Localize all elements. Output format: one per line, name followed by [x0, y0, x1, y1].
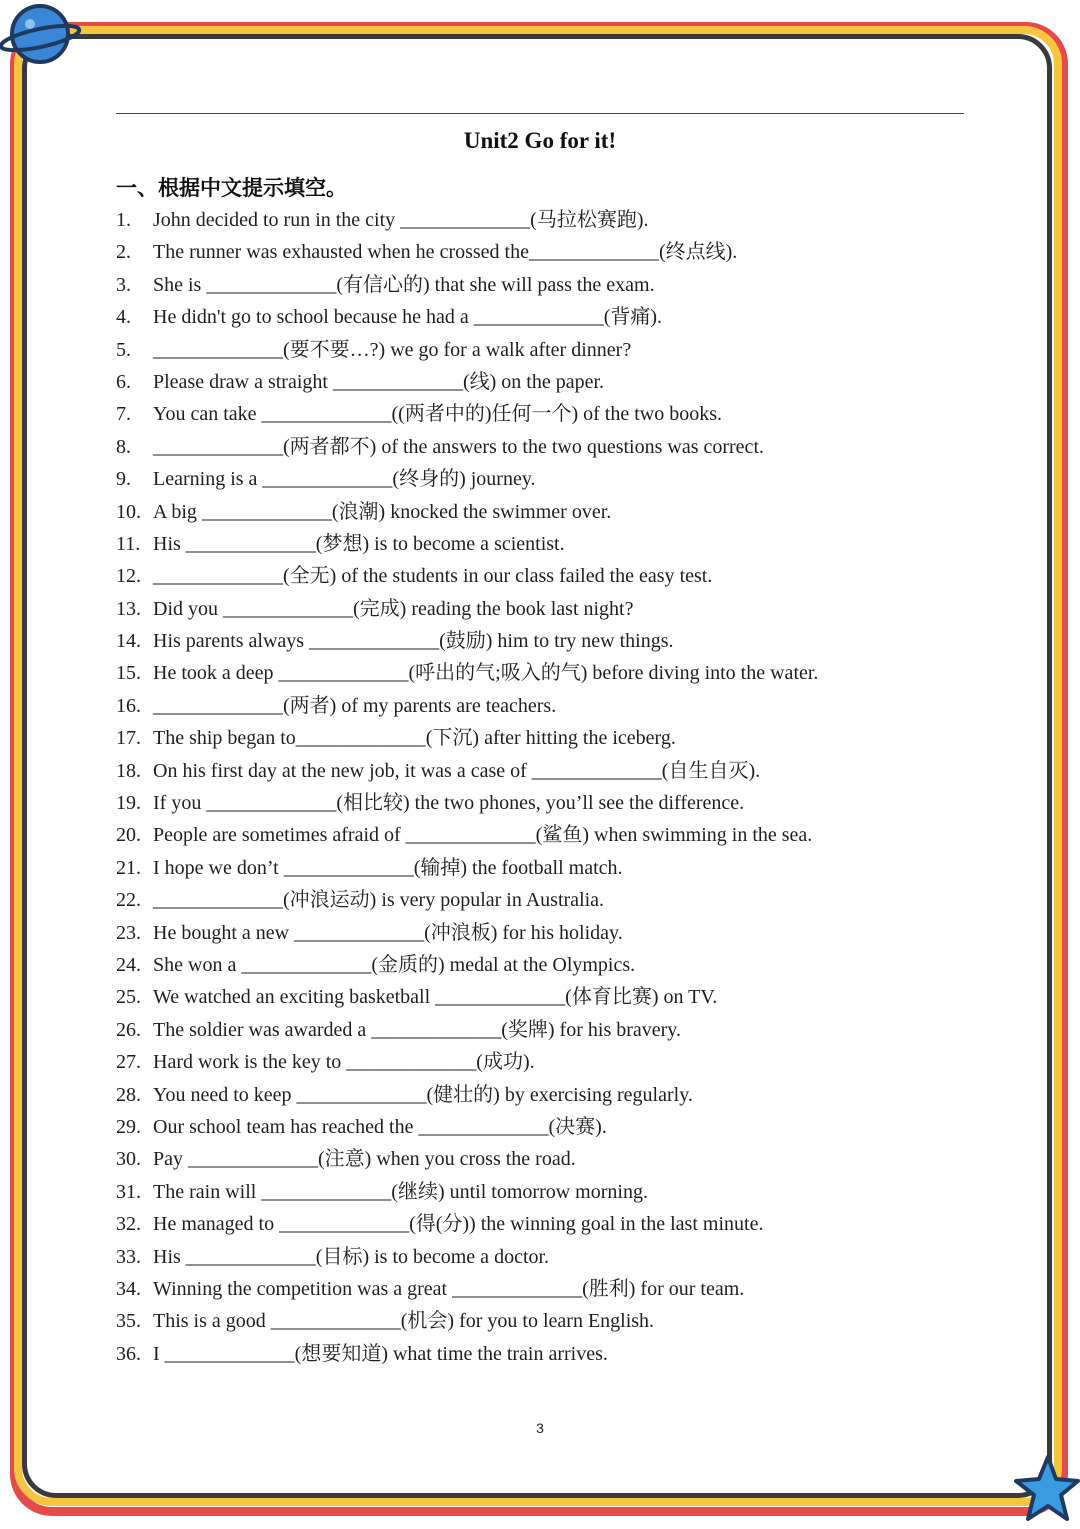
item-number: 27.: [116, 1051, 141, 1074]
item-text: A big _____________(浪潮) knocked the swimmer over.: [153, 500, 612, 523]
exercise-item: [116, 1046, 1016, 1078]
item-number: 35.: [116, 1310, 141, 1333]
exercise-item: [116, 755, 1016, 787]
item-number: 29.: [116, 1115, 141, 1138]
exercise-item: [116, 1338, 1016, 1370]
exercise-item: [116, 236, 1016, 268]
exercise-list: [116, 204, 1016, 1370]
item-number: 8.: [116, 435, 131, 458]
item-text: She is _____________(有信心的) that she will pass the exam.: [153, 273, 655, 296]
item-number: 24.: [116, 953, 141, 976]
item-text: The runner was exhausted when he crossed the_____________(终点线).: [153, 241, 738, 264]
item-text: Please draw a straight _____________(线) on the paper.: [153, 370, 605, 393]
exercise-item: [116, 722, 1016, 754]
exercise-item: [116, 1273, 1016, 1305]
item-number: 14.: [116, 630, 141, 653]
exercise-item: [116, 787, 1016, 819]
item-number: 6.: [116, 370, 131, 393]
star-icon: [1010, 1455, 1080, 1525]
item-text: _____________(两者) of my parents are teachers.: [153, 694, 557, 717]
item-text: She won a _____________(金质的) medal at the Olympics.: [153, 953, 636, 976]
item-text: _____________(要不要…?) we go for a walk after dinner?: [153, 338, 632, 361]
exercise-item: [116, 269, 1016, 301]
exercise-item: [116, 981, 1016, 1013]
exercise-item: [116, 625, 1016, 657]
item-text: I hope we don’t _____________(输掉) the football match.: [153, 856, 623, 879]
item-text: The ship began to_____________(下沉) after hitting the iceberg.: [153, 727, 676, 750]
item-number: 17.: [116, 727, 141, 750]
item-text: Winning the competition was a great _____________(胜利) for our team.: [153, 1277, 745, 1300]
exercise-item: [116, 852, 1016, 884]
item-text: On his first day at the new job, it was a case of _____________(自生自灭).: [153, 759, 761, 782]
item-number: 2.: [116, 241, 131, 264]
item-text: The rain will _____________(继续) until tomorrow morning.: [153, 1180, 648, 1203]
header-rule: [116, 113, 964, 114]
planet-icon: [0, 0, 82, 72]
item-number: 31.: [116, 1180, 141, 1203]
exercise-item: [116, 690, 1016, 722]
item-number: 30.: [116, 1148, 141, 1171]
exercise-item: [116, 593, 1016, 625]
exercise-item: [116, 496, 1016, 528]
item-number: 18.: [116, 759, 141, 782]
item-text: I _____________(想要知道) what time the train arrives.: [153, 1342, 608, 1365]
exercise-item: [116, 301, 1016, 333]
exercise-item: [116, 917, 1016, 949]
exercise-item: [116, 1176, 1016, 1208]
item-number: 9.: [116, 468, 131, 491]
item-number: 25.: [116, 986, 141, 1009]
exercise-item: [116, 949, 1016, 981]
item-number: 3.: [116, 273, 131, 296]
item-number: 16.: [116, 694, 141, 717]
item-number: 22.: [116, 889, 141, 912]
item-number: 15.: [116, 662, 141, 685]
exercise-item: [116, 1241, 1016, 1273]
item-text: You can take _____________((两者中的)任何一个) of the two books.: [153, 403, 723, 426]
exercise-item: [116, 431, 1016, 463]
exercise-item: [116, 528, 1016, 560]
item-text: You need to keep _____________(健壮的) by exercising regularly.: [153, 1083, 693, 1106]
item-number: 28.: [116, 1083, 141, 1106]
item-number: 11.: [116, 532, 141, 555]
exercise-item: [116, 334, 1016, 366]
exercise-item: [116, 1014, 1016, 1046]
item-text: His _____________(梦想) is to become a scientist.: [153, 532, 565, 555]
item-text: His parents always _____________(鼓励) him to try new things.: [153, 630, 674, 653]
item-number: 32.: [116, 1213, 141, 1236]
item-number: 7.: [116, 403, 131, 426]
exercise-item: [116, 1111, 1016, 1143]
item-text: He took a deep _____________(呼出的气;吸入的气) before diving into the water.: [153, 662, 819, 685]
item-number: 5.: [116, 338, 131, 361]
item-number: 23.: [116, 921, 141, 944]
section-heading: 一、根据中文提示填空。: [116, 175, 347, 200]
exercise-item: [116, 560, 1016, 592]
item-number: 34.: [116, 1277, 141, 1300]
exercise-item: [116, 819, 1016, 851]
item-text: We watched an exciting basketball _____________(体育比赛) on TV.: [153, 986, 718, 1009]
exercise-item: [116, 1143, 1016, 1175]
item-text: Hard work is the key to _____________(成功).: [153, 1051, 535, 1074]
item-text: Did you _____________(完成) reading the book last night?: [153, 597, 634, 620]
item-text: The soldier was awarded a _____________(奖牌) for his bravery.: [153, 1018, 681, 1041]
item-text: John decided to run in the city _____________(马拉松赛跑).: [153, 209, 649, 231]
exercise-item: [116, 204, 1016, 236]
exercise-item: [116, 1208, 1016, 1240]
item-number: 10.: [116, 500, 141, 523]
exercise-item: [116, 1305, 1016, 1337]
item-text: He didn't go to school because he had a _____________(背痛).: [153, 306, 663, 329]
exercise-item: [116, 1079, 1016, 1111]
item-text: He managed to _____________(得(分)) the winning goal in the last minute.: [153, 1213, 764, 1236]
exercise-item: [116, 398, 1016, 430]
item-text: _____________(冲浪运动) is very popular in Australia.: [153, 889, 605, 912]
page-title: Unit2 Go for it!: [463, 128, 617, 153]
item-text: _____________(两者都不) of the answers to the two questions was correct.: [153, 435, 764, 458]
exercise-item: [116, 657, 1016, 689]
item-number: 4.: [116, 306, 131, 329]
item-number: 20.: [116, 824, 141, 847]
item-number: 12.: [116, 565, 141, 588]
exercise-item: [116, 463, 1016, 495]
item-number: 33.: [116, 1245, 141, 1268]
item-number: 26.: [116, 1018, 141, 1041]
item-text: People are sometimes afraid of _____________(鲨鱼) when swimming in the sea.: [153, 824, 813, 847]
item-text: He bought a new _____________(冲浪板) for his holiday.: [153, 921, 623, 944]
item-text: Our school team has reached the _____________(决赛).: [153, 1115, 607, 1138]
item-number: 36.: [116, 1342, 141, 1365]
exercise-item: [116, 366, 1016, 398]
page-number: 3: [536, 1420, 544, 1436]
item-text: Learning is a _____________(终身的) journey.: [153, 468, 536, 491]
item-text: _____________(全无) of the students in our class failed the easy test.: [153, 565, 713, 588]
item-text: This is a good _____________(机会) for you to learn English.: [153, 1310, 655, 1333]
item-text: Pay _____________(注意) when you cross the road.: [153, 1148, 576, 1171]
item-number: 13.: [116, 597, 141, 620]
item-text: His _____________(目标) is to become a doctor.: [153, 1245, 550, 1268]
item-number: 1.: [116, 209, 131, 231]
item-number: 21.: [116, 856, 141, 879]
item-text: If you _____________(相比较) the two phones, you’ll see the difference.: [153, 792, 745, 815]
exercise-item: [116, 884, 1016, 916]
item-number: 19.: [116, 792, 141, 815]
